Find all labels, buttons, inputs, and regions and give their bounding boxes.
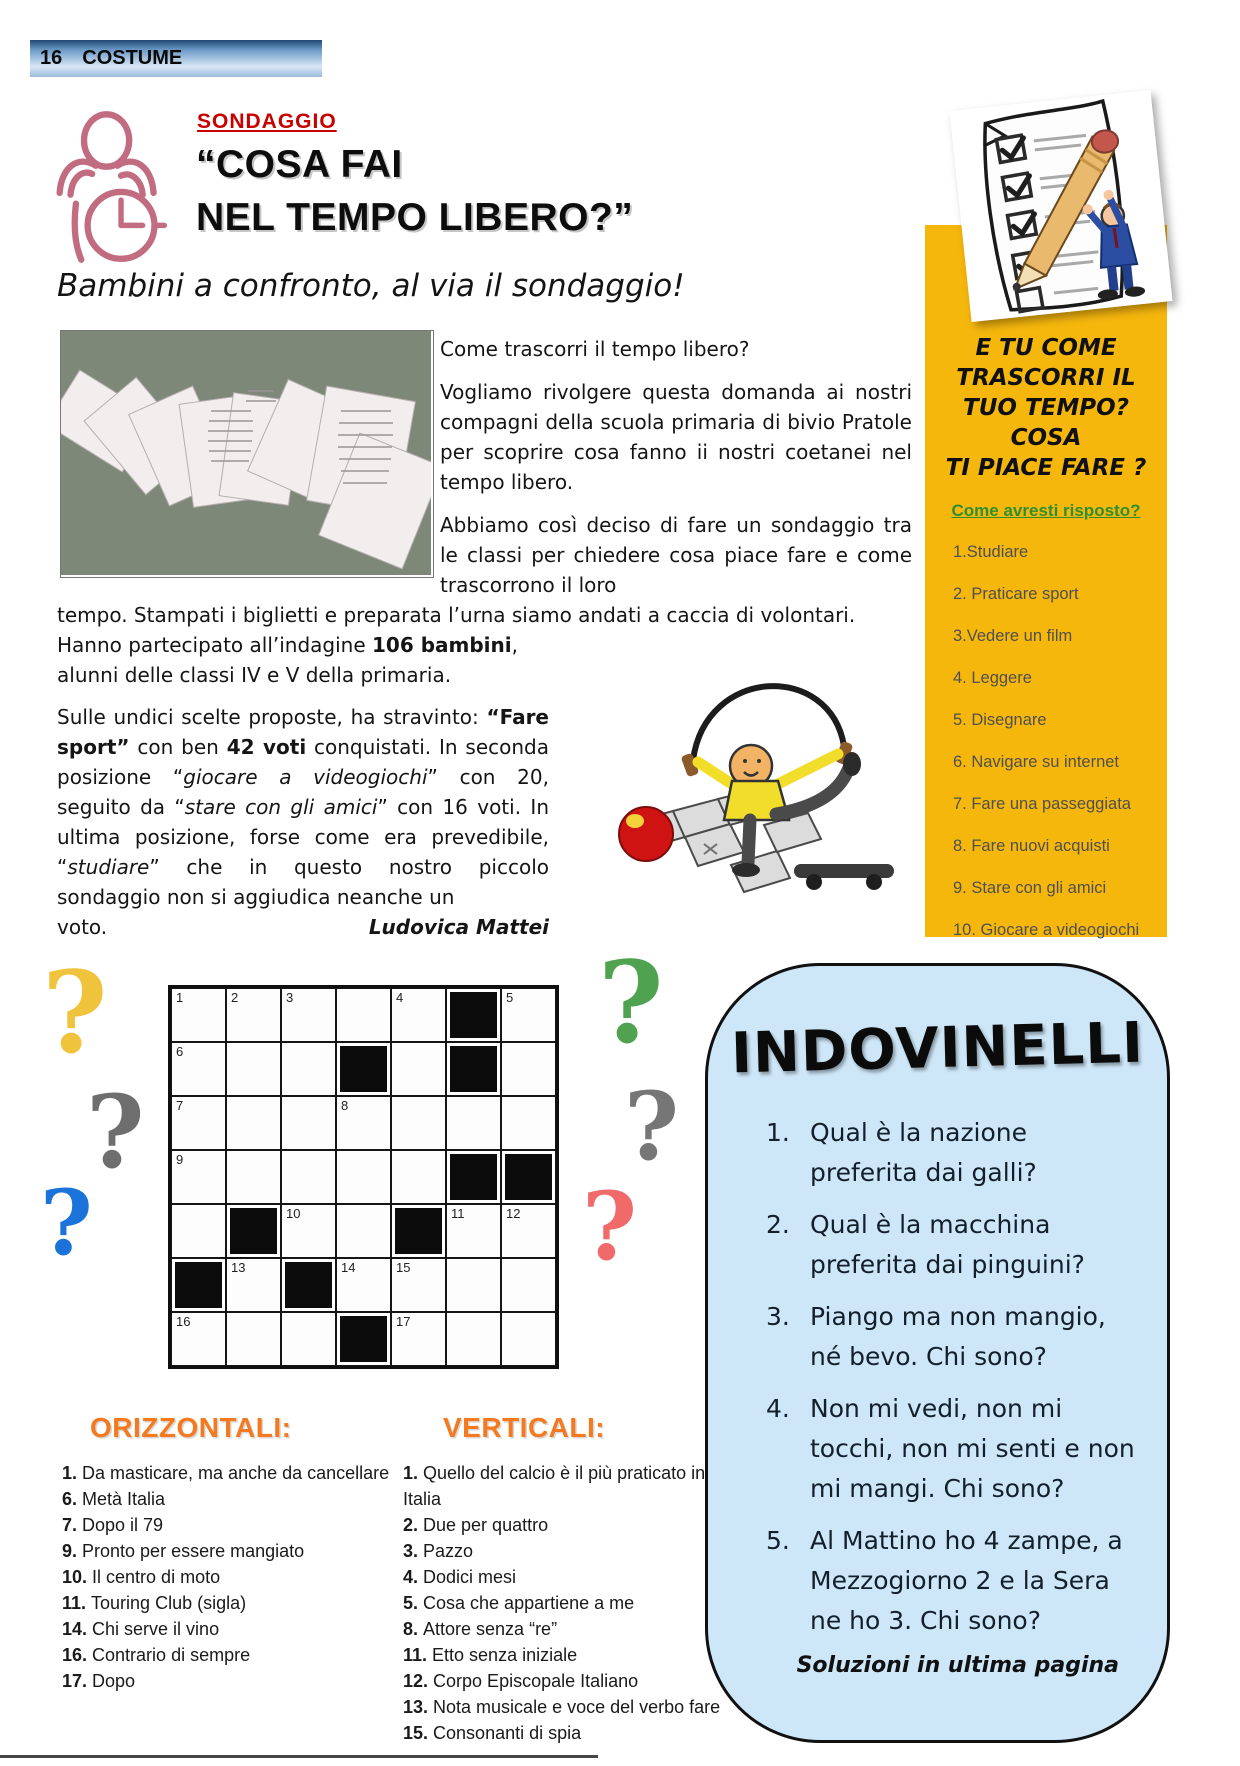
crossword-cell	[336, 1150, 391, 1204]
sidebar-option: 8. Fare nuovi acquisti	[953, 837, 1110, 855]
paragraph-participants: Hanno partecipato all’indagine 106 bambini, alunni delle classi IV e V della primaria.	[57, 633, 518, 687]
down-clue: 11. Etto senza iniziale	[403, 1645, 578, 1665]
sidebar-option: 4. Leggere	[953, 669, 1032, 687]
crossword-cell-number: 5	[506, 990, 514, 1005]
crossword-cell	[281, 1312, 336, 1366]
clue-number: 16.	[62, 1645, 93, 1665]
crossword-cell	[171, 1150, 226, 1204]
page-header-bar	[30, 40, 322, 77]
down-clue: 2. Due per quattro	[403, 1515, 549, 1535]
article-title-line2: NEL TEMPO LIBERO?”	[196, 196, 634, 239]
down-clue: 4. Dodici mesi	[403, 1567, 517, 1587]
crossword-cell-number: 7	[176, 1098, 184, 1113]
clue-number: 5.	[403, 1593, 424, 1613]
crossword-cell-number: 14	[341, 1260, 356, 1275]
across-clues-list	[62, 1460, 392, 1694]
clue-number: 15.	[403, 1723, 434, 1743]
sidebar-option: 6. Navigare su internet	[953, 753, 1120, 771]
clue-number: 13.	[403, 1697, 434, 1717]
clue-number: 7.	[62, 1515, 83, 1535]
crossword-cell	[281, 1042, 336, 1096]
riddle-number: 2.	[766, 1210, 790, 1239]
across-clue: 16. Contrario di sempre	[62, 1645, 251, 1665]
crossword-cell	[501, 1204, 556, 1258]
crossword-cell-number: 16	[176, 1314, 191, 1329]
riddles-box	[705, 963, 1170, 1743]
down-clue: 12. Corpo Episcopale Italiano	[403, 1671, 639, 1691]
crossword-cell	[391, 1042, 446, 1096]
down-clue: 5. Cosa che appartiene a me	[403, 1593, 635, 1613]
sidebar-option: 7. Fare una passeggiata	[953, 795, 1131, 813]
riddle-item	[766, 1113, 1137, 1193]
clue-number: 10.	[62, 1567, 93, 1587]
crossword-black-cell	[281, 1258, 336, 1312]
clue-number: 12.	[403, 1671, 434, 1691]
riddles-footer: Soluzioni in ultima pagina	[796, 1653, 1119, 1678]
crossword-cell	[446, 1258, 501, 1312]
crossword-cell	[171, 1096, 226, 1150]
across-clues-title: ORIZZONTALI:	[90, 1412, 292, 1443]
sidebar-option: 10. Giocare a videogiochi	[953, 921, 1140, 939]
crossword-cell	[391, 1150, 446, 1204]
sidebar-option: 9. Stare con gli amici	[953, 879, 1107, 897]
riddle-text: Qual è la nazione preferita dai galli?	[810, 1118, 1037, 1187]
crossword-cell-number: 17	[396, 1314, 411, 1329]
crossword-cell	[391, 1258, 446, 1312]
down-clues-list	[403, 1460, 721, 1746]
section-title: COSTUME	[82, 47, 183, 69]
crossword-black-cell	[226, 1204, 281, 1258]
crossword-cell	[501, 1312, 556, 1366]
crossword-cell	[281, 1150, 336, 1204]
article-kicker: SONDAGGIO	[197, 110, 337, 133]
crossword-cell-number: 2	[231, 990, 239, 1005]
crossword-cell	[226, 1258, 281, 1312]
crossword-cell	[171, 1042, 226, 1096]
jump-rope-kid-clipart	[598, 648, 908, 906]
clue-number: 14.	[62, 1619, 93, 1639]
across-clue: 1. Da masticare, ma anche da cancellare	[62, 1463, 390, 1483]
crossword-cell	[446, 1312, 501, 1366]
crossword-black-cell	[501, 1150, 556, 1204]
winner-answer: “Fare sport”	[57, 705, 549, 759]
riddle-number: 3.	[766, 1302, 790, 1331]
crossword-black-cell	[446, 1150, 501, 1204]
crossword-cell	[226, 988, 281, 1042]
crossword-black-cell	[391, 1204, 446, 1258]
article-title	[196, 138, 756, 244]
crossword-cell	[501, 1096, 556, 1150]
crossword-black-cell	[446, 988, 501, 1042]
crossword-cell-number: 12	[506, 1206, 521, 1221]
crossword-cell	[391, 1312, 446, 1366]
crossword-cell	[226, 1042, 281, 1096]
crossword-cell	[281, 988, 336, 1042]
riddles-list	[766, 1113, 1137, 1641]
riddle-item	[766, 1521, 1137, 1641]
crossword-cell	[336, 1096, 391, 1150]
crossword-cell	[391, 1096, 446, 1150]
crossword-cell	[446, 1204, 501, 1258]
riddle-item	[766, 1297, 1137, 1377]
crossword-cell	[446, 1096, 501, 1150]
article-intro-column	[440, 334, 912, 613]
crossword-black-cell	[446, 1042, 501, 1096]
survey-slips-photo	[60, 330, 434, 578]
riddle-number: 1.	[766, 1118, 790, 1147]
crossword-black-cell	[336, 1042, 391, 1096]
question-mark-gray-right-icon: ?	[624, 1072, 680, 1182]
riddle-number: 4.	[766, 1394, 790, 1423]
crossword-cell	[226, 1312, 281, 1366]
down-clue: 13. Nota musicale e voce del verbo fare	[403, 1697, 721, 1717]
crossword-cell-number: 11	[451, 1206, 465, 1221]
crossword-cell-number: 13	[231, 1260, 246, 1275]
clue-number: 2.	[403, 1515, 424, 1535]
crossword-cell	[336, 988, 391, 1042]
clue-number: 17.	[62, 1671, 93, 1691]
sidebar-option: 5. Disegnare	[953, 711, 1047, 729]
crossword-cell	[336, 1258, 391, 1312]
down-clues-title: VERTICALI:	[443, 1412, 606, 1443]
across-clue: 7. Dopo il 79	[62, 1515, 164, 1535]
crossword-cell-number: 8	[341, 1098, 349, 1113]
clue-number: 11.	[62, 1593, 92, 1613]
crossword-cell	[501, 1042, 556, 1096]
crossword-cell-number: 3	[286, 990, 294, 1005]
checklist-pencil-clipart	[949, 90, 1172, 322]
question-mark-green-icon: ?	[598, 938, 664, 1069]
crossword-cell-number: 10	[286, 1206, 301, 1221]
clue-number: 11.	[403, 1645, 433, 1665]
article-subtitle: Bambini a confronto, al via il sondaggio!	[57, 268, 685, 304]
riddle-item	[766, 1389, 1137, 1509]
page-number: 16	[40, 47, 63, 69]
sidebar-option: 1.Studiare	[953, 543, 1029, 561]
question-mark-gray-left-icon: ?	[86, 1073, 145, 1191]
riddle-text: Qual è la macchina preferita dai pinguini?	[810, 1210, 1085, 1279]
across-clue: 10. Il centro di moto	[62, 1567, 221, 1587]
across-clue: 11. Touring Club (sigla)	[62, 1593, 247, 1613]
clue-number: 8.	[403, 1619, 424, 1639]
question-mark-red-icon: ?	[582, 1172, 638, 1282]
crossword-cell-number: 4	[396, 990, 404, 1005]
crossword-cell	[171, 1204, 226, 1258]
down-clue: 3. Pazzo	[403, 1541, 474, 1561]
question-mark-yellow-icon: ?	[42, 948, 108, 1079]
clue-number: 1.	[403, 1463, 424, 1483]
paragraph-intro: Vogliamo rivolgere questa domanda ai nostri compagni della scuola primaria di bivio Pratole per scoprire cosa fanno ii nostri coetanei nel tempo libero.	[440, 380, 912, 494]
paragraph-results: Sulle undici scelte proposte, ha stravinto: “Fare sport” con ben 42 voti conquistati. In seconda posizione “giocare a videogiochi” con 20, seguito da “stare con gli amici” con 16 voti. In ultima posizione, forse come era prevedibile, “studiare” che in questo nostro piccolo sondaggio non si aggiudica neanche un voto. Ludovica Mattei	[57, 702, 549, 942]
participants-count: 106 bambini	[372, 633, 512, 657]
sidebar-subheading: Come avresti risposto?	[951, 501, 1141, 520]
crossword-cell-number: 9	[176, 1152, 184, 1167]
sidebar-heading: E TU COME TRASCORRI IL TUO TEMPO? COSA TI PIACE FARE ?	[945, 335, 1147, 481]
article-title-line1: “COSA FAI	[196, 143, 403, 186]
page-bottom-rule	[0, 1755, 598, 1758]
sidebar-option: 2. Praticare sport	[953, 585, 1079, 603]
clue-number: 6.	[62, 1489, 83, 1509]
crossword-black-cell	[171, 1258, 226, 1312]
clue-number: 3.	[403, 1541, 424, 1561]
crossword-cell	[501, 988, 556, 1042]
crossword-cell	[171, 988, 226, 1042]
crossword-cell	[336, 1204, 391, 1258]
person-stretching-clock-icon	[45, 108, 170, 266]
across-clue: 17. Dopo	[62, 1671, 136, 1691]
crossword-black-cell	[336, 1312, 391, 1366]
across-clue: 6. Metà Italia	[62, 1489, 166, 1509]
across-clue: 9. Pronto per essere mangiato	[62, 1541, 305, 1561]
across-clue: 14. Chi serve il vino	[62, 1619, 220, 1639]
riddle-text: Al Mattino ho 4 zampe, a Mezzogiorno 2 e la Sera ne ho 3. Chi sono?	[810, 1526, 1123, 1635]
paragraph-question: Come trascorri il tempo libero?	[440, 337, 750, 361]
crossword-cell-number: 15	[396, 1260, 411, 1275]
crossword-cell	[391, 988, 446, 1042]
crossword-cell	[501, 1258, 556, 1312]
clue-number: 9.	[62, 1541, 83, 1561]
crossword-cell	[171, 1312, 226, 1366]
sidebar-option: 3.Vedere un film	[953, 627, 1073, 645]
down-clue: 1. Quello del calcio è il più praticato in Italia	[403, 1463, 706, 1509]
crossword-cell-number: 1	[176, 990, 184, 1005]
winner-votes: 42 voti	[226, 735, 307, 759]
question-mark-blue-icon: ?	[40, 1170, 93, 1276]
paragraph-continuation: tempo. Stampati i biglietti e preparata l’urna siamo andati a caccia di volontari.	[57, 603, 856, 627]
crossword-cell	[281, 1096, 336, 1150]
riddle-text: Piango ma non mangio, né bevo. Chi sono?	[810, 1302, 1106, 1371]
crossword-grid	[168, 985, 559, 1369]
author-byline: Ludovica Mattei	[368, 915, 549, 939]
sidebar-survey-box	[925, 225, 1167, 937]
riddle-number: 5.	[766, 1526, 790, 1555]
crossword-cell-number: 6	[176, 1044, 184, 1059]
down-clue: 8. Attore senza “re”	[403, 1619, 558, 1639]
crossword-cell	[226, 1150, 281, 1204]
crossword-cell	[281, 1204, 336, 1258]
paragraph-decision: Abbiamo così deciso di fare un sondaggio tra le classi per chiedere cosa piace fare e come trascorrono il loro	[440, 513, 912, 597]
down-clue: 15. Consonanti di spia	[403, 1723, 582, 1743]
sidebar-options-list	[953, 543, 1167, 940]
clue-number: 1.	[62, 1463, 83, 1483]
riddle-text: Non mi vedi, non mi tocchi, non mi senti e non mi mangi. Chi sono?	[810, 1394, 1135, 1503]
crossword-cell	[226, 1096, 281, 1150]
clue-number: 4.	[403, 1567, 424, 1587]
riddles-title: INDOVINELLI	[730, 1010, 1145, 1087]
riddle-item	[766, 1205, 1137, 1285]
